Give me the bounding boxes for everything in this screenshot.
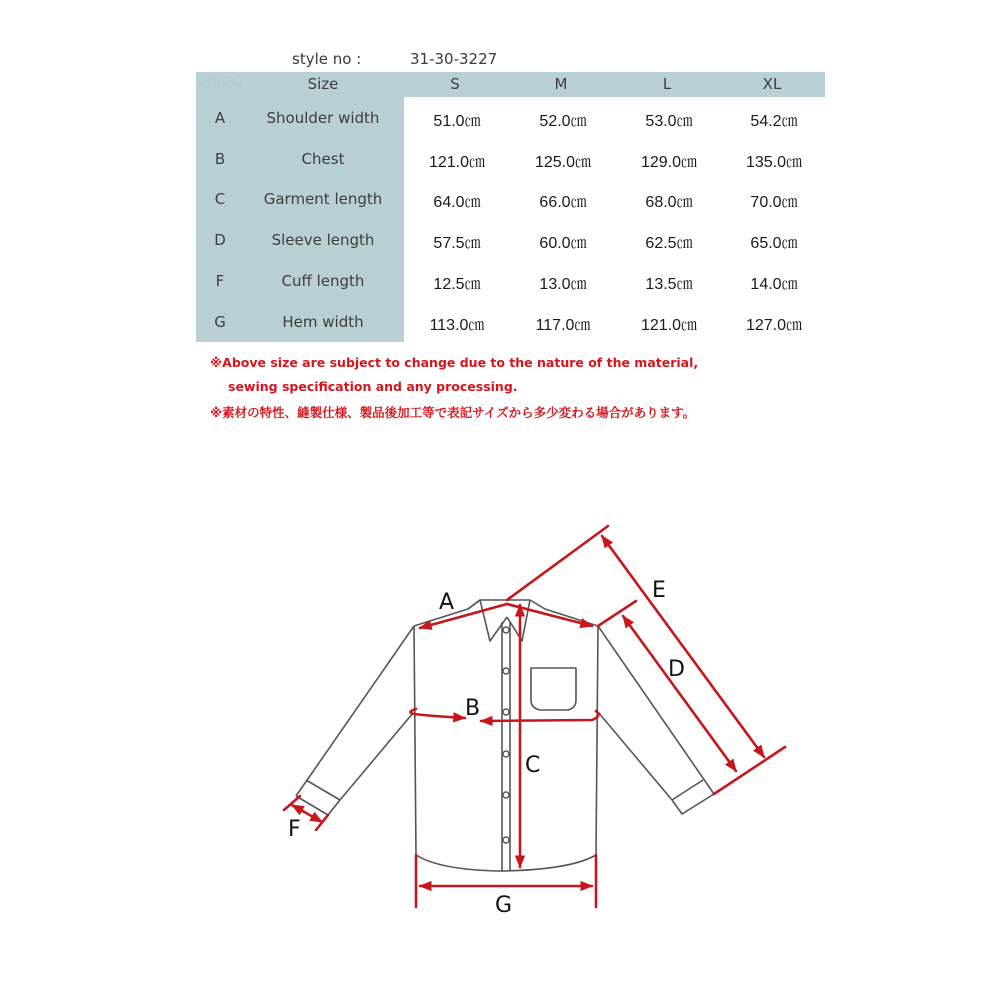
row-value-m: 60.0㎝	[539, 235, 587, 252]
note-en-line1: ※Above size are subject to change due to the nature of the material,	[210, 355, 699, 370]
shirt-left-cuff-line	[306, 780, 340, 800]
shirt-right-cuff	[672, 794, 714, 814]
shirt-left-sleeve-inner	[340, 713, 413, 800]
label-e: E	[652, 578, 666, 603]
row-value-s: 64.0㎝	[433, 194, 481, 211]
shirt-pocket	[531, 668, 576, 710]
shirt-body-right-side	[596, 626, 598, 855]
row-value-xl: 54.2㎝	[750, 113, 798, 130]
button-icon	[503, 668, 509, 674]
row-letter: G	[214, 313, 226, 331]
size-col-s: S	[450, 75, 460, 93]
label-b: B	[465, 696, 481, 721]
row-letter: B	[214, 150, 226, 168]
row-name: Sleeve length	[271, 231, 375, 249]
measure-d-extension-top	[598, 601, 636, 626]
shirt-right-cuff-line	[672, 780, 703, 800]
button-icon	[503, 751, 509, 757]
row-value-m: 66.0㎝	[539, 194, 587, 211]
shirt-body-left-side	[414, 626, 416, 855]
row-value-s: 121.0㎝	[428, 154, 486, 171]
row-name: Cuff length	[281, 272, 365, 290]
row-value-l: 13.5㎝	[645, 276, 693, 293]
shirt-buttons	[503, 627, 509, 843]
button-icon	[503, 627, 509, 633]
row-name: Hem width	[282, 313, 364, 331]
button-icon	[503, 837, 509, 843]
size-col-xl: XL	[762, 75, 782, 93]
row-value-l: 68.0㎝	[645, 194, 693, 211]
row-value-m: 13.0㎝	[539, 276, 587, 293]
row-name: Shoulder width	[266, 109, 380, 127]
row-value-xl: 127.0㎝	[745, 317, 803, 334]
row-value-xl: 65.0㎝	[750, 235, 798, 252]
row-value-s: 113.0㎝	[429, 317, 485, 334]
note-jp-line: ※素材の特性、縫製仕様、製品後加工等で表記サイズから多少変わる場合があります。	[210, 405, 696, 420]
row-value-m: 125.0㎝	[534, 154, 592, 171]
label-g: G	[495, 893, 513, 918]
label-d: D	[668, 657, 685, 682]
row-value-l: 129.0㎝	[640, 154, 698, 171]
row-value-l: 62.5㎝	[645, 235, 693, 252]
size-col-m: M	[554, 75, 568, 93]
row-name: Chest	[301, 150, 345, 168]
row-value-xl: 14.0㎝	[750, 276, 798, 293]
note-en-line2: sewing specification and any processing.	[228, 379, 518, 394]
measure-e-line	[602, 536, 764, 757]
row-value-s: 51.0㎝	[433, 113, 481, 130]
measure-b-line-right	[481, 711, 598, 721]
shirt-right-sleeve-outer	[598, 626, 714, 794]
row-value-s: 57.5㎝	[433, 235, 481, 252]
row-letter: D	[214, 231, 226, 249]
shirt-left-sleeve-outer	[296, 626, 414, 796]
style-no-value: 31-30-3227	[410, 50, 498, 68]
label-f: F	[288, 817, 301, 842]
row-letter: A	[214, 109, 226, 127]
button-icon	[503, 792, 509, 798]
button-icon	[503, 709, 509, 715]
row-value-xl: 70.0㎝	[750, 194, 798, 211]
shirt-hem	[416, 855, 596, 871]
row-value-s: 12.5㎝	[433, 276, 481, 293]
label-c: C	[525, 753, 541, 778]
measure-b-line-left	[410, 709, 465, 718]
row-value-m: 117.0㎝	[535, 317, 591, 334]
shirt-right-sleeve-inner	[598, 712, 672, 800]
row-name: Garment length	[263, 190, 383, 208]
style-no-label: style no :	[292, 50, 362, 68]
row-value-l: 53.0㎝	[645, 113, 693, 130]
row-value-xl: 135.0㎝	[745, 154, 803, 171]
size-header: Size	[307, 75, 339, 93]
corner-ghost-text: -30-32	[198, 75, 244, 91]
label-a: A	[439, 590, 455, 615]
row-letter: F	[215, 272, 225, 290]
row-value-l: 121.0㎝	[640, 317, 698, 334]
size-col-l: L	[662, 75, 672, 93]
measure-e-extension-top	[507, 526, 608, 600]
shirt-outline	[296, 600, 714, 871]
row-value-m: 52.0㎝	[539, 113, 587, 130]
row-letter: C	[214, 190, 226, 208]
